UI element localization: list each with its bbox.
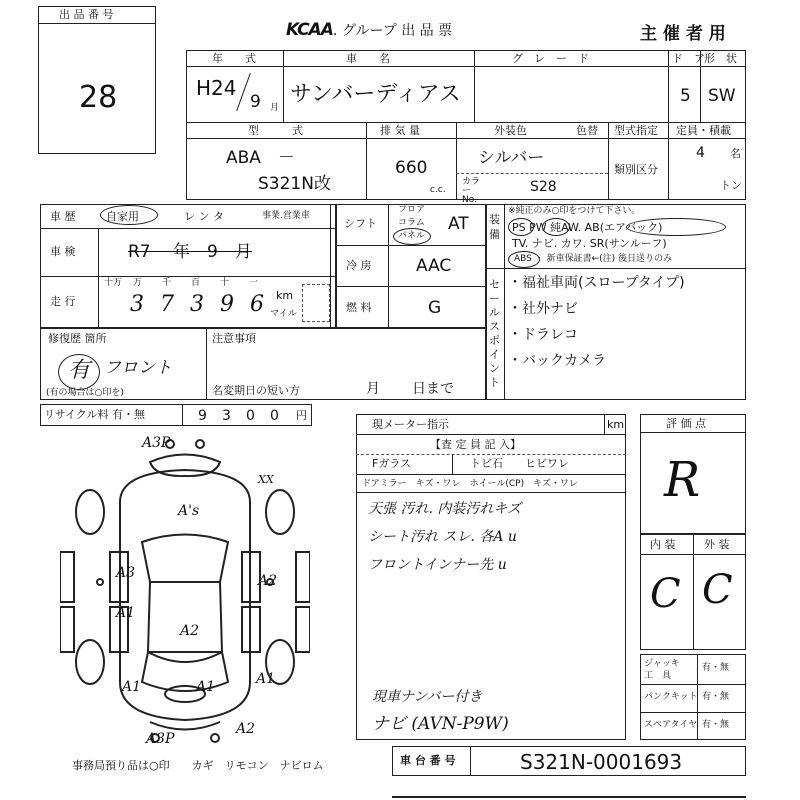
damage-mark: A1 (122, 679, 142, 695)
damage-mark: A1 (256, 671, 276, 687)
year-label: 年 式 (212, 52, 256, 65)
color-no: S28 (530, 179, 557, 195)
inspection-label: 車 検 (50, 245, 76, 258)
type-designation-label: 型式指定 (614, 124, 658, 137)
category-label: 類別区分 (614, 163, 658, 176)
name-change-month: 月 (366, 381, 380, 397)
shift-selected-circle (393, 228, 431, 245)
sales-point: ・ドラレコ (508, 327, 578, 343)
body-value: SW (708, 86, 736, 106)
body-label: 形 状 (704, 52, 737, 65)
model-prefix: ABA － (226, 148, 295, 168)
damage-mark: A2 (180, 623, 200, 639)
repair-value: 有 (68, 358, 91, 383)
model-code: S321N改 (258, 174, 331, 194)
inspector-note: フロントインナー先 u (368, 557, 507, 573)
exterior-label: 外 装 (704, 538, 730, 551)
aircon-value: AAC (416, 256, 452, 276)
inspector-note: シート汚れ スレ. 各A u (368, 529, 517, 545)
score-label: 評 価 点 (666, 417, 706, 430)
doors-label: ド ア (672, 52, 705, 65)
capacity-label: 定員・積載 (676, 124, 731, 137)
shift-option-column: コラム (398, 218, 425, 228)
spare-label: スペアタイヤ (644, 720, 698, 730)
lot-number: 28 (79, 80, 118, 115)
frame-value: S321N-0001693 (520, 750, 683, 774)
exterior-grade: C (702, 567, 733, 613)
inspector-note: 天張 汚れ. 内装汚れキズ (368, 501, 522, 517)
history-selected-circle (100, 205, 158, 225)
mileage-unit-km: km (276, 289, 294, 302)
vehicle-name: サンバーディアス (290, 82, 461, 107)
inspector-note: 現車ナンバー付き (372, 689, 483, 705)
shift-label: シフト (344, 217, 377, 230)
kcaa-logo: KCAA (286, 20, 333, 40)
jack-yesno: 有・無 (702, 663, 730, 673)
frame-label: 車 台 番 号 (400, 754, 456, 767)
glass-value: トビ石 ヒビワレ (470, 457, 569, 470)
mirror-wheel-row: ドアミラー キズ・ワレ ホイール(CP) キズ・ワレ (362, 479, 578, 489)
score-value: R (664, 452, 701, 508)
era-year: H24 (196, 76, 237, 100)
damage-mark: XX (258, 473, 274, 486)
sheet-title: . グループ 出 品 票 (333, 23, 453, 39)
displacement-label: 排 気 量 (380, 124, 420, 137)
damage-mark: A3 (116, 565, 136, 581)
mileage-digit: 9 (220, 292, 234, 317)
color-value: シルバー (478, 148, 545, 168)
aircon-label: 冷 房 (346, 259, 372, 272)
doors-value: 5 (680, 86, 691, 106)
sales-point: ・福祉車両(スロープタイプ) (508, 275, 685, 291)
jack-label: ジャッキ工 具 (644, 659, 680, 681)
equipment-row-3: ABS ・ 新車保証書←(注) 後日送りのみ (514, 254, 673, 264)
repair-circle (58, 354, 100, 390)
inspector-label: 【査 定 員 記 入】 (430, 438, 521, 451)
meter-unit: km (607, 418, 625, 431)
damage-mark: A1 (116, 605, 136, 621)
fuel-value: G (428, 298, 442, 318)
sales-label: セールスポイント (489, 278, 500, 389)
equipment-label: 装 備 (489, 213, 500, 241)
name-label: 車 名 (346, 52, 390, 65)
inspection-value: R7 年 9 月 (128, 242, 252, 262)
history-option-business: 事業.営業車 (262, 211, 310, 221)
color-label: 外装色 (494, 124, 527, 137)
damage-mark: A2 (236, 721, 256, 737)
mileage-digit: 3 (130, 292, 144, 317)
capacity-value: 4 (696, 145, 705, 161)
meter-label: 現メーター指示 (372, 418, 449, 431)
history-option-rental: レ ン タ (184, 210, 224, 223)
puncture-yesno: 有・無 (702, 692, 730, 702)
role-label: 主 催 者 用 (640, 24, 726, 44)
damage-mark: A3P (142, 435, 171, 451)
history-option-private: 自家用 (106, 210, 139, 223)
reg-month: 9 (250, 92, 261, 112)
recycle-digit: 0 (270, 408, 279, 424)
recycle-digit: 3 (222, 408, 231, 424)
damage-mark: A2 (258, 573, 278, 589)
repair-note: フロント (104, 358, 172, 378)
model-label: 型 式 (248, 124, 303, 137)
caution-label: 注意事項 (212, 332, 256, 345)
name-change-day: 日まで (412, 381, 454, 397)
recycle-label: リサイクル料 有・無 (44, 408, 145, 421)
repair-label: 修復歴 箇所 (48, 332, 107, 345)
recycle-unit: 円 (296, 409, 307, 422)
lot-number-box (38, 6, 156, 154)
spare-yesno: 有・無 (702, 720, 730, 730)
interior-grade: C (650, 571, 681, 617)
recycle-digit: 0 (246, 408, 255, 424)
inspector-note: ナビ (AVN-P9W) (372, 714, 509, 734)
load-unit: トン (720, 179, 742, 192)
mileage-unit-mile: マイル (270, 309, 297, 319)
capacity-unit: 名 (730, 147, 741, 160)
damage-mark: A1 (196, 679, 216, 695)
fuel-label: 燃 料 (346, 301, 372, 314)
equipment-row-2: TV. ナビ. カワ. SR(サンルーフ) (512, 237, 667, 250)
displacement-unit: c.c. (430, 185, 446, 195)
sales-point: ・社外ナビ (508, 301, 578, 317)
mileage-label: 走 行 (50, 295, 76, 308)
displacement-value: 660 (395, 158, 428, 178)
equipment-row-1: PS PW 純AW. AB(エアバック) (512, 221, 663, 234)
mileage-digits: 十万 万 千 百 十 一 3 7 3 9 6 (104, 278, 264, 317)
repair-footnote: (有の場合は○印を) (46, 388, 124, 398)
month-unit: 月 (270, 103, 280, 113)
mileage-digit: 7 (160, 292, 174, 317)
puncture-label: パンクキット (644, 692, 698, 702)
glass-label: Fガラス (372, 457, 411, 470)
color-no-label: カラー No. (462, 177, 481, 205)
grade-label: グ レ ー ド (512, 52, 589, 65)
name-change-label: 名変期日の短い方 (212, 384, 300, 397)
sales-point: ・バックカメラ (508, 353, 606, 369)
shift-option-floor: フロア (398, 205, 426, 215)
color-change-label: 色替 (576, 124, 598, 137)
shift-value: AT (448, 214, 469, 234)
interior-label: 内 装 (650, 538, 676, 551)
damage-mark: A3P (146, 731, 175, 747)
mileage-digit: 3 (190, 292, 204, 317)
lot-label: 出 品 番 号 (59, 8, 114, 21)
office-note: 事務局預り品は○印 カギ リモコン ナビロム (72, 759, 324, 772)
shift-option-panel: パネル (398, 231, 426, 241)
damage-mark: A's (178, 503, 200, 519)
equipment-note: ※純正のみ○印をつけて下さい。 (508, 206, 641, 216)
mileage-digit: 6 (250, 292, 264, 317)
history-label: 車 歴 (50, 210, 76, 223)
recycle-digit: 9 (198, 408, 207, 424)
